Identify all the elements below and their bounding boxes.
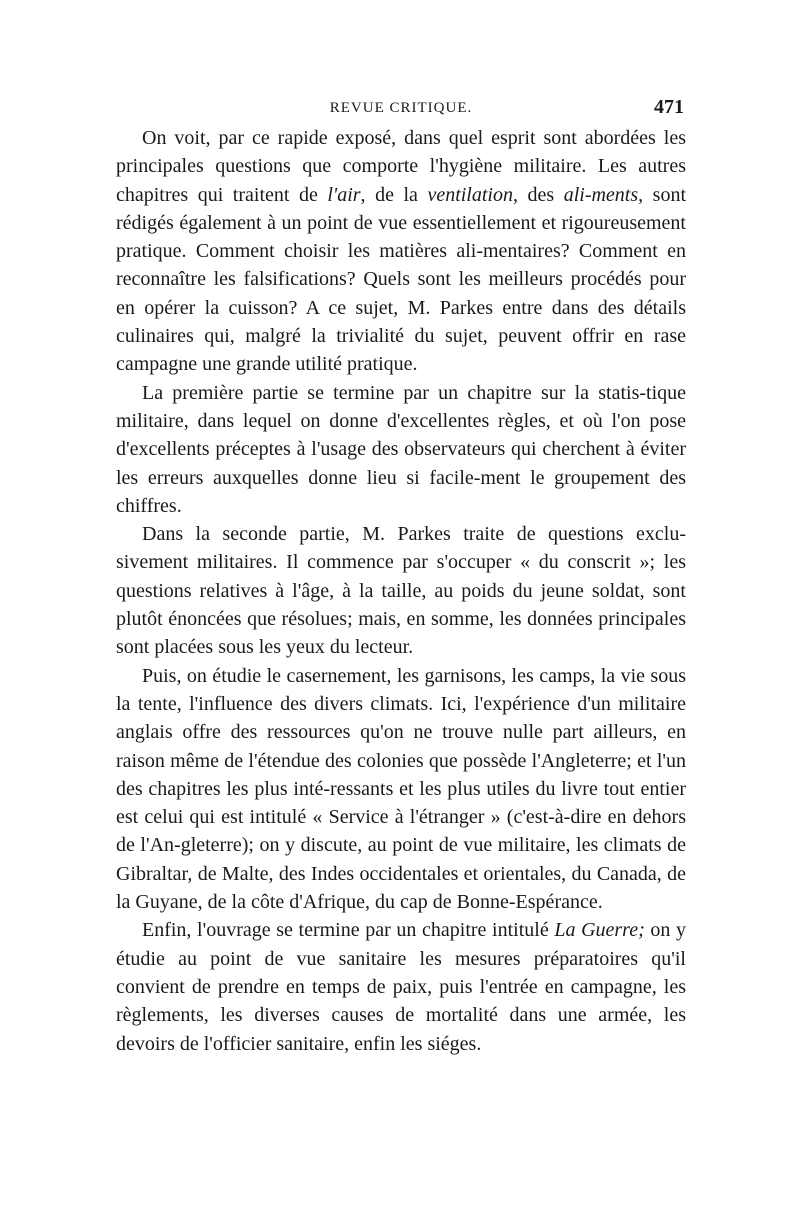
italic-text-segment: l'air	[327, 183, 361, 206]
paragraph	[116, 124, 686, 379]
text-segment: , de la	[360, 183, 428, 206]
text-segment: on y étudie au point de vue sanitaire les mesures préparatoires qu'il convient de prendre en temps de paix, puis l'entrée en campagne, les règlements, les diverses causes de mortalité dans une armée, les devoirs de l'officier sanitaire, enfin les siéges.	[116, 919, 687, 1055]
text-segment: Enfin, l'ouvrage se termine par un chapitre intitulé	[142, 919, 555, 942]
paragraph	[116, 379, 686, 520]
body-text	[116, 124, 686, 1058]
italic-text-segment: La Guerre;	[554, 919, 645, 942]
italic-text-segment: ali-ments	[563, 183, 639, 206]
paragraph	[116, 916, 686, 1057]
text-segment: On voit, par ce rapide exposé, dans quel esprit sont abordées les principales questions que comporte l'hygiène militaire. Les autres chapitres qui traitent de	[116, 127, 686, 206]
text-segment: Dans la seconde partie, M. Parkes traite de questions exclu-sivement militaires. Il commence par s'occuper « du conscrit »; les questions relatives à l'âge, à la taille, au poids du jeune soldat, sont plutôt énoncées que résolues; mais, en somme, les données principales sont placées sous les yeux du lecteur.	[116, 523, 686, 659]
text-segment: , des	[512, 183, 564, 206]
page-number: 471	[654, 96, 684, 118]
book-page	[116, 92, 686, 1058]
italic-text-segment: ventilation	[427, 183, 513, 206]
paragraph	[116, 662, 686, 917]
text-segment: La première partie se termine par un chapitre sur la statis-tique militaire, dans lequel on donne d'excellentes règles, et où l'on pose d'excellents préceptes à l'usage des observateurs qui cherchent à éviter les erreurs auxquelles donne lieu si facile-ment le groupement des chiffres.	[116, 381, 686, 517]
running-head	[116, 92, 686, 124]
text-segment: Puis, on étudie le casernement, les garnisons, les camps, la vie sous la tente, l'influence des divers climats. Ici, l'expérience d'un militaire anglais offre des ressources qu'on ne trouve nulle part ailleurs, en raison même de l'étendue des colonies que possède l'Angleterre; et l'un des chapitres les plus inté-ressants et les plus utiles du livre tout entier est celui qui est intitulé « Service à l'étranger » (c'est-à-dire en dehors de l'An-gleterre); on y discute, au point de vue militaire, les climats de Gibraltar, de Malte, des Indes occidentales et orientales, du Canada, de la Guyane, de la côte d'Afrique, du cap de Bonne-Espérance.	[116, 664, 686, 914]
text-segment: , sont rédigés également à un point de vue essentiellement et rigoureusement pratique. Comment choisir les matières ali-mentaires? Comment en reconnaître les falsifications? Quels sont les meilleurs procédés pour en opérer la cuisson? A ce sujet, M. Parkes entre dans des détails culinaires qui, malgré la trivialité du sujet, peuvent offrir en rase campagne une grande utilité pratique.	[116, 183, 687, 376]
paragraph	[116, 520, 686, 661]
running-title: REVUE CRITIQUE.	[329, 100, 473, 116]
